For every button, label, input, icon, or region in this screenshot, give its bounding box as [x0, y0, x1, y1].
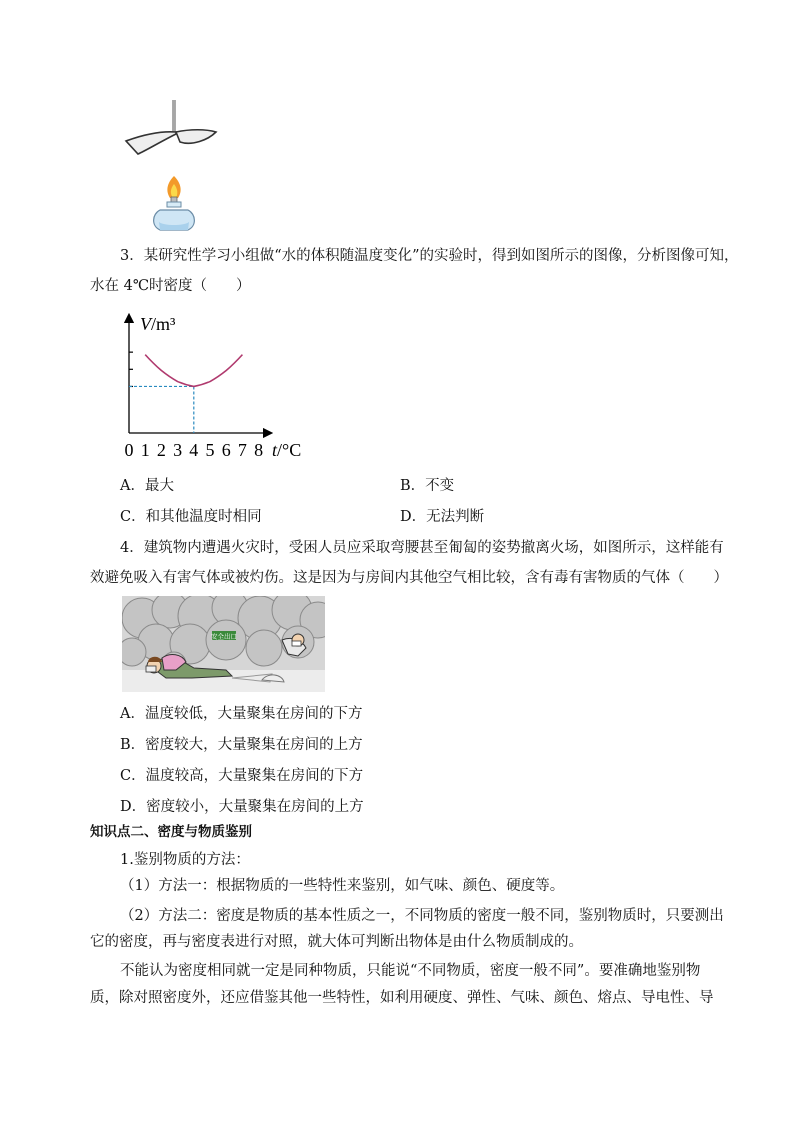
exit-sign-text: 安全出口: [211, 633, 237, 641]
volume-temperature-chart: [110, 308, 320, 468]
section-p4-line2: 质，除对照密度外，还应借鉴其他一些特性，如利用硬度、弹性、气味、颜色、熔点、导电性、导: [90, 990, 714, 1006]
y-axis-var: V: [140, 314, 151, 334]
alcohol-lamp-illustration: [146, 170, 202, 234]
q3-option-a[interactable]: A．最大: [120, 478, 174, 494]
section-p4-line1: 不能认为密度相同就一定是同种物质，只能说“不同物质，密度一般不同”。要准确地鉴别物: [120, 963, 701, 979]
x-tick-label: 4: [189, 440, 199, 460]
section-p1: 1.鉴别物质的方法：: [120, 852, 250, 868]
x-tick-label: 5: [205, 440, 215, 460]
q4-stem-line2: 效避免吸入有害气体或被灼伤。这是因为与房间内其他空气相比较，含有毒有害物质的气体（ ）: [90, 570, 728, 586]
x-tick-label: 2: [156, 440, 166, 460]
q3-option-b[interactable]: B．不变: [400, 478, 455, 494]
x-tick-label: 0: [124, 440, 134, 460]
q4-option-c[interactable]: C．温度较高，大量聚集在房间的下方: [120, 768, 364, 784]
x-axis-var: t: [272, 440, 278, 460]
volume-curve: [145, 355, 242, 387]
x-tick-label: 6: [221, 440, 231, 460]
pinwheel-illustration: [120, 96, 220, 160]
q4-stem-line1: 4．建筑物内遭遇火灾时，受困人员应采取弯腰甚至匍匐的姿势撤离火场，如图所示，这样能有: [120, 540, 724, 556]
q4-option-d[interactable]: D．密度较小，大量聚集在房间的上方: [120, 799, 364, 815]
section-p3-line2: 它的密度，再与密度表进行对照，就大体可判断出物体是由什么物质制成的。: [90, 934, 583, 950]
x-tick-label: 1: [140, 440, 150, 460]
section-p3-line1: （2）方法二：密度是物质的基本性质之一，不同物质的密度一般不同，鉴别物质时，只要测出: [120, 908, 724, 924]
q4-option-b[interactable]: B．密度较大，大量聚集在房间的上方: [120, 737, 363, 753]
y-axis-unit: /m³: [151, 314, 176, 334]
x-tick-label: 8: [254, 440, 264, 460]
x-tick-label: 7: [237, 440, 247, 460]
q3-option-c[interactable]: C．和其他温度时相同: [120, 509, 262, 525]
section-heading: 知识点二、密度与物质鉴别: [90, 824, 252, 840]
q4-option-a[interactable]: A．温度较低，大量聚集在房间的下方: [120, 706, 363, 722]
q3-option-d[interactable]: D．无法判断: [400, 509, 485, 525]
x-axis-label: [272, 440, 301, 460]
x-tick-label: 3: [173, 440, 183, 460]
q3-stem-line1: 3．某研究性学习小组做“水的体积随温度变化”的实验时，得到如图所示的图像，分析图像可知，: [120, 248, 739, 264]
section-p2: （1）方法一：根据物质的一些特性来鉴别，如气味、颜色、硬度等。: [120, 878, 565, 894]
fire-escape-illustration: [122, 596, 325, 692]
q3-stem-line2: 水在 4℃时密度（ ）: [90, 278, 251, 294]
y-axis-label: [140, 314, 176, 334]
x-axis-unit: /°C: [277, 440, 302, 460]
